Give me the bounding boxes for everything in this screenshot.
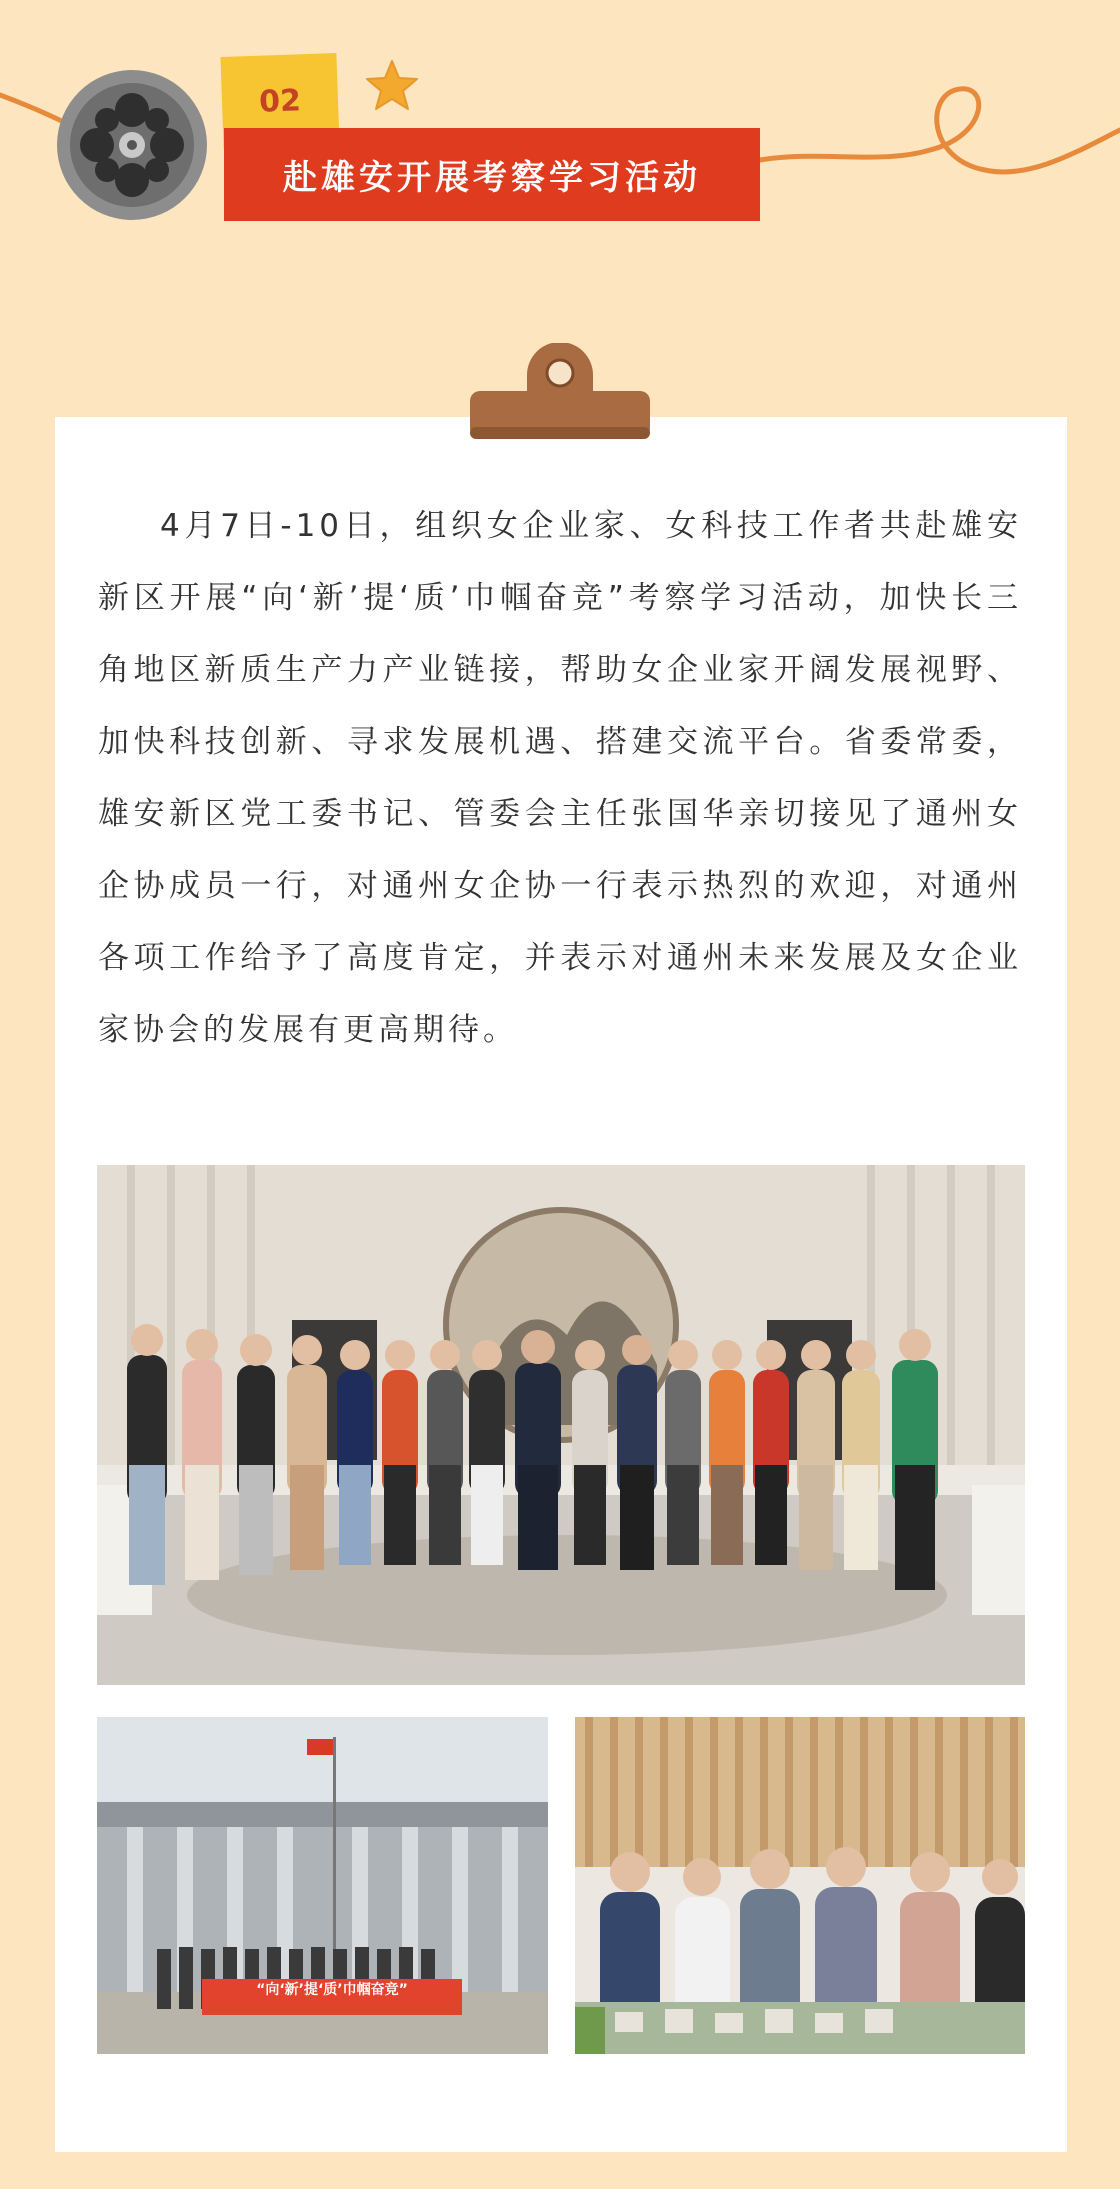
star-icon	[364, 58, 420, 114]
clip-tab-icon	[467, 343, 653, 449]
article-paragraph: 4月7日-10日，组织女企业家、女科技工作者共赴雄安新区开展“向‘新’提‘质’巾帼奋竞”考察学习活动，加快长三角地区新质生产力产业链接，帮助女企业家开阔发展视野、加快科技创新、寻求发展机遇、搭建交流平台。省委常委，雄安新区党工委书记、管委会主任张国华亲切接见了通州女企协成员一行，对通州女企协一行表示热烈的欢迎，对通州各项工作给予了高度肯定，并表示对通州未来发展及女企业家协会的发展有更高期待。	[98, 508, 1022, 1048]
exhibition-photo-illustration	[575, 1717, 1025, 2054]
building-photo-illustration	[97, 1717, 548, 2054]
group-photo-main	[97, 1165, 1025, 1685]
section-title: 赴雄安开展考察学习活动	[283, 158, 701, 198]
exhibition-hall-photo	[575, 1717, 1025, 2054]
photo-banner-text: “向‘新’提‘质’巾帼奋竞”	[256, 1982, 408, 1998]
section-title-banner	[224, 128, 760, 221]
group-photo-illustration	[97, 1165, 1025, 1685]
film-reel-icon	[55, 68, 210, 223]
section-number: 02	[258, 82, 302, 120]
building-group-photo	[97, 1717, 548, 2054]
